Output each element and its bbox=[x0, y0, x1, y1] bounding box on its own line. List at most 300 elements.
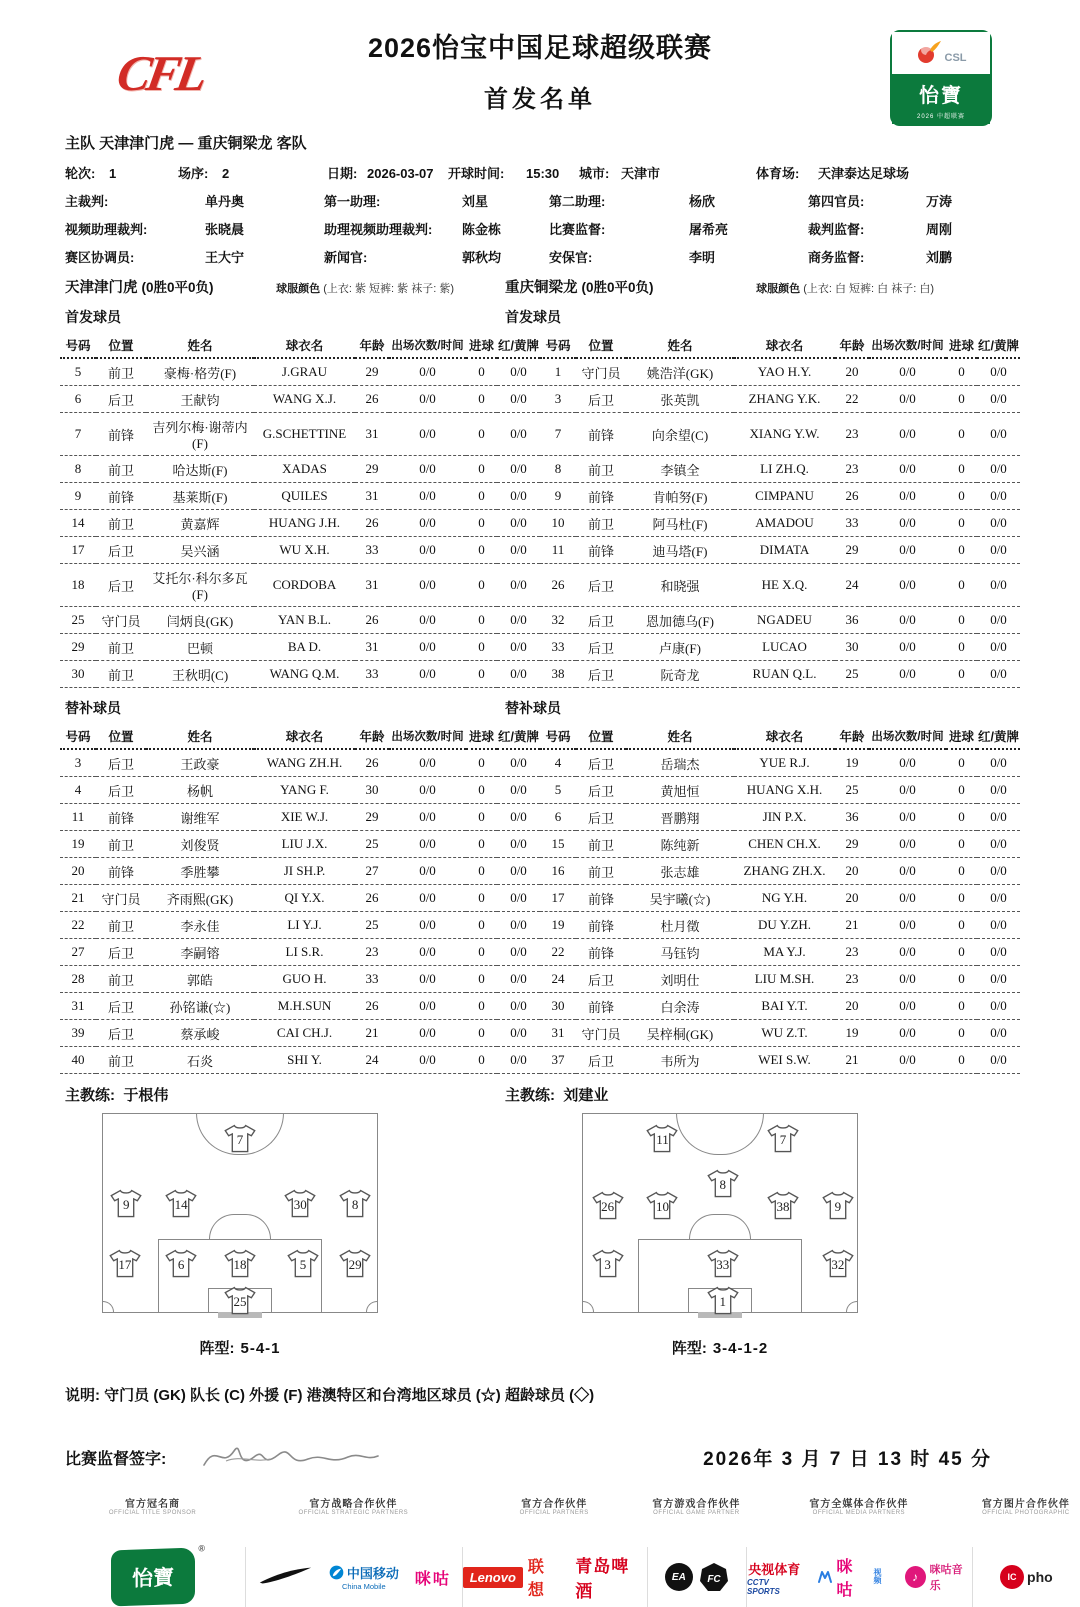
cell-pos: 前卫 bbox=[107, 918, 134, 934]
cell-cards: 0/0 bbox=[990, 666, 1007, 681]
cell-pos: 后卫 bbox=[587, 578, 614, 594]
cell-goals: 0 bbox=[958, 461, 965, 476]
cell-goals: 0 bbox=[958, 836, 965, 851]
cell-cards: 0/0 bbox=[990, 542, 1007, 557]
cell-jersey: YANG F. bbox=[280, 782, 329, 797]
away-team-record: (0胜0平0负) bbox=[581, 280, 654, 295]
info-value: 万涛 bbox=[926, 194, 953, 209]
cell-cards: 0/0 bbox=[510, 782, 527, 797]
player-shirt: 3 bbox=[591, 1248, 625, 1278]
cell-pos: 后卫 bbox=[107, 578, 134, 594]
cell-cards: 0/0 bbox=[510, 836, 527, 851]
cell-age: 21 bbox=[365, 1025, 379, 1040]
cell-pos: 后卫 bbox=[587, 392, 614, 408]
sponsor-strip bbox=[0, 1495, 1080, 1607]
cell-jersey: GUO H. bbox=[282, 971, 327, 986]
info-label: 第一助理: bbox=[324, 194, 381, 209]
cell-cards: 0/0 bbox=[990, 577, 1007, 592]
info-label: 裁判监督: bbox=[808, 222, 865, 237]
cell-age: 29 bbox=[365, 809, 379, 824]
cell-age: 29 bbox=[845, 836, 859, 851]
info-label: 日期: bbox=[327, 166, 358, 181]
cell-apps: 0/0 bbox=[899, 426, 916, 441]
cell-name: 艾托尔·科尔多瓦(F) bbox=[152, 570, 248, 602]
player-row bbox=[60, 634, 1020, 661]
cell-num: 7 bbox=[74, 426, 82, 441]
player-row bbox=[60, 1047, 1020, 1074]
info-value: 陈金栋 bbox=[462, 222, 502, 237]
cell-age: 31 bbox=[365, 577, 379, 592]
cell-goals: 0 bbox=[478, 944, 485, 959]
cell-num: 30 bbox=[551, 998, 565, 1013]
cell-goals: 0 bbox=[958, 639, 965, 654]
cell-num: 17 bbox=[551, 890, 565, 905]
info-label: 场序: bbox=[178, 166, 209, 181]
cell-num: 29 bbox=[71, 639, 85, 654]
cell-jersey: XADAS bbox=[282, 461, 327, 476]
cell-jersey: LI Y.J. bbox=[287, 917, 322, 932]
cell-age: 33 bbox=[365, 542, 379, 557]
cell-apps: 0/0 bbox=[419, 542, 436, 557]
cell-apps: 0/0 bbox=[419, 364, 436, 379]
cell-age: 24 bbox=[365, 1052, 379, 1067]
cell-cards: 0/0 bbox=[510, 755, 527, 770]
cell-age: 23 bbox=[845, 461, 859, 476]
cell-name: 迪马塔(F) bbox=[652, 543, 708, 559]
cell-cards: 0/0 bbox=[990, 782, 1007, 797]
starters-header-row: 号码 位置 姓名 球衣名 年龄 出场次数/时间 进球 红/黄牌 号码 位置 姓名 球衣名 年龄 出场次数/时间 进球 红/黄牌 bbox=[60, 333, 1020, 358]
cell-age: 31 bbox=[365, 426, 379, 441]
cell-apps: 0/0 bbox=[899, 917, 916, 932]
cell-cards: 0/0 bbox=[510, 577, 527, 592]
cell-age: 33 bbox=[365, 971, 379, 986]
cell-goals: 0 bbox=[958, 391, 965, 406]
cell-goals: 0 bbox=[958, 364, 965, 379]
cell-num: 4 bbox=[554, 755, 562, 770]
sponsor-label-partners: 官方合作伙伴 OFFICIAL PARTNERS bbox=[519, 1499, 589, 1516]
sponsor-label-game: 官方游戏合作伙伴 OFFICIAL GAME PARTNER bbox=[652, 1499, 741, 1516]
info-value: 杨欣 bbox=[689, 194, 716, 209]
cell-age: 27 bbox=[365, 863, 379, 878]
cell-cards: 0/0 bbox=[990, 836, 1007, 851]
player-row bbox=[60, 537, 1020, 564]
cell-num: 15 bbox=[551, 836, 565, 851]
info-pair bbox=[65, 247, 324, 266]
home-team-name: 天津津门虎 bbox=[65, 280, 138, 296]
cell-age: 19 bbox=[845, 755, 859, 770]
cell-cards: 0/0 bbox=[510, 391, 527, 406]
cell-pos: 前锋 bbox=[107, 864, 134, 880]
cell-pos: 前锋 bbox=[107, 489, 134, 505]
cell-apps: 0/0 bbox=[419, 666, 436, 681]
info-label: 赛区协调员: bbox=[65, 250, 135, 265]
cell-age: 24 bbox=[845, 577, 859, 592]
cell-age: 30 bbox=[845, 639, 859, 654]
cell-num: 19 bbox=[551, 917, 565, 932]
cell-apps: 0/0 bbox=[899, 612, 916, 627]
cell-name: 蔡承峻 bbox=[180, 1026, 220, 1042]
cell-jersey: RUAN Q.L. bbox=[752, 666, 817, 681]
cell-name: 岳瑞杰 bbox=[660, 756, 700, 772]
cell-name: 杜月徵 bbox=[660, 918, 700, 934]
info-label: 主裁判: bbox=[65, 194, 109, 209]
player-row bbox=[60, 607, 1020, 634]
cell-num: 22 bbox=[551, 944, 565, 959]
cell-jersey: LIU J.X. bbox=[281, 836, 328, 851]
player-row bbox=[60, 483, 1020, 510]
info-pair bbox=[808, 247, 952, 266]
cell-num: 32 bbox=[551, 612, 565, 627]
cell-age: 33 bbox=[365, 666, 379, 681]
cell-num: 37 bbox=[551, 1052, 565, 1067]
info-label: 第二助理: bbox=[549, 194, 606, 209]
cell-num: 6 bbox=[554, 809, 562, 824]
cell-goals: 0 bbox=[958, 755, 965, 770]
cell-goals: 0 bbox=[958, 577, 965, 592]
player-row bbox=[60, 358, 1020, 386]
cell-name: 李镇全 bbox=[660, 462, 700, 478]
cell-pos: 前卫 bbox=[107, 365, 134, 381]
player-shirt: 38 bbox=[766, 1190, 800, 1220]
cell-jersey: YAN B.L. bbox=[277, 612, 332, 627]
cell-apps: 0/0 bbox=[899, 809, 916, 824]
player-shirt: 6 bbox=[164, 1248, 198, 1278]
cell-apps: 0/0 bbox=[419, 917, 436, 932]
info-pair bbox=[324, 247, 549, 266]
cell-age: 26 bbox=[365, 890, 379, 905]
cell-num: 11 bbox=[71, 809, 85, 824]
cell-num: 16 bbox=[551, 863, 565, 878]
player-row bbox=[60, 564, 1020, 607]
csl-league-badge bbox=[890, 30, 992, 126]
cell-num: 21 bbox=[71, 890, 85, 905]
cell-cards: 0/0 bbox=[510, 364, 527, 379]
cell-goals: 0 bbox=[478, 488, 485, 503]
player-shirt: 7 bbox=[766, 1123, 800, 1153]
cell-cards: 0/0 bbox=[510, 971, 527, 986]
cell-apps: 0/0 bbox=[419, 1052, 436, 1067]
cell-apps: 0/0 bbox=[419, 461, 436, 476]
cell-num: 7 bbox=[554, 426, 562, 441]
home-team-header bbox=[0, 276, 480, 297]
player-shirt: 8 bbox=[338, 1188, 372, 1218]
cell-cards: 0/0 bbox=[510, 426, 527, 441]
cell-num: 19 bbox=[71, 836, 85, 851]
cctv-sports-logo: 央视体育 CCTV SPORTS bbox=[747, 1561, 801, 1596]
officials-row-1 bbox=[0, 191, 1080, 210]
cell-jersey: CIMPANU bbox=[755, 488, 814, 503]
info-pair bbox=[324, 219, 549, 238]
cell-num: 31 bbox=[71, 998, 85, 1013]
cell-goals: 0 bbox=[958, 612, 965, 627]
player-shirt: 8 bbox=[706, 1168, 740, 1198]
cell-age: 30 bbox=[365, 782, 379, 797]
cell-name: 吴兴涵 bbox=[180, 543, 220, 559]
cell-pos: 后卫 bbox=[107, 999, 134, 1015]
info-value: 刘鹏 bbox=[926, 250, 953, 265]
cell-apps: 0/0 bbox=[419, 836, 436, 851]
player-shirt: 32 bbox=[821, 1248, 855, 1278]
away-subs-label: 替补球员 bbox=[505, 700, 561, 716]
cell-jersey: DU Y.ZH. bbox=[757, 917, 812, 932]
cell-apps: 0/0 bbox=[899, 639, 916, 654]
cell-cards: 0/0 bbox=[990, 917, 1007, 932]
cell-apps: 0/0 bbox=[419, 515, 436, 530]
player-row bbox=[60, 939, 1020, 966]
starters-section-labels bbox=[0, 307, 1080, 327]
cell-pos: 前卫 bbox=[107, 462, 134, 478]
cell-age: 20 bbox=[845, 863, 859, 878]
cell-name: 季胜攀 bbox=[180, 864, 220, 880]
info-value: 2 bbox=[222, 166, 230, 181]
cell-jersey: LI S.R. bbox=[285, 944, 324, 959]
cell-age: 23 bbox=[845, 971, 859, 986]
player-shirt: 14 bbox=[164, 1188, 198, 1218]
cell-pos: 后卫 bbox=[107, 392, 134, 408]
cell-cards: 0/0 bbox=[510, 461, 527, 476]
info-pair bbox=[448, 163, 579, 182]
player-row bbox=[60, 831, 1020, 858]
csl-brand-text: 怡寶 bbox=[919, 84, 963, 107]
player-shirt: 9 bbox=[109, 1188, 143, 1218]
player-row bbox=[60, 749, 1020, 777]
info-pair bbox=[579, 163, 756, 182]
cell-pos: 前锋 bbox=[587, 918, 614, 934]
csl-flame-ball-icon bbox=[916, 40, 942, 66]
cell-pos: 后卫 bbox=[587, 667, 614, 683]
cell-goals: 0 bbox=[478, 542, 485, 557]
player-shirt: 1 bbox=[706, 1285, 740, 1315]
home-formation bbox=[0, 1113, 480, 1358]
cell-apps: 0/0 bbox=[899, 461, 916, 476]
cell-apps: 0/0 bbox=[419, 890, 436, 905]
cell-apps: 0/0 bbox=[419, 391, 436, 406]
player-shirt: 5 bbox=[286, 1248, 320, 1278]
legend-note: 说明: 守门员 (GK) 队长 (C) 外援 (F) 港澳特区和台湾地区球员 (☆) 超龄球员 (◇) bbox=[65, 1387, 595, 1404]
info-label: 安保官: bbox=[549, 250, 593, 265]
csl-badge-bottom bbox=[892, 74, 990, 124]
info-pair bbox=[808, 191, 952, 210]
player-row bbox=[60, 804, 1020, 831]
away-formation bbox=[480, 1113, 960, 1358]
cell-apps: 0/0 bbox=[899, 1025, 916, 1040]
sponsor-logos-row bbox=[60, 1525, 1080, 1607]
info-value: 张晓晨 bbox=[205, 222, 245, 237]
cell-num: 10 bbox=[551, 515, 565, 530]
cell-jersey: JI SH.P. bbox=[283, 863, 326, 878]
cell-name: 黄嘉辉 bbox=[180, 516, 220, 532]
cell-apps: 0/0 bbox=[899, 755, 916, 770]
info-pair bbox=[549, 247, 808, 266]
player-shirt: 25 bbox=[223, 1285, 257, 1315]
cell-num: 30 bbox=[71, 666, 85, 681]
cell-jersey: NGADEU bbox=[757, 612, 812, 627]
info-value: 2026-03-07 bbox=[367, 166, 434, 181]
cell-cards: 0/0 bbox=[990, 890, 1007, 905]
cell-apps: 0/0 bbox=[419, 863, 436, 878]
cell-goals: 0 bbox=[958, 971, 965, 986]
cell-goals: 0 bbox=[958, 998, 965, 1013]
cell-pos: 后卫 bbox=[587, 756, 614, 772]
pitch-corner-right bbox=[366, 1301, 377, 1312]
cell-goals: 0 bbox=[478, 639, 485, 654]
cell-num: 22 bbox=[71, 917, 85, 932]
cell-goals: 0 bbox=[478, 461, 485, 476]
cell-age: 21 bbox=[845, 1052, 859, 1067]
cell-pos: 后卫 bbox=[107, 945, 134, 961]
cell-goals: 0 bbox=[958, 515, 965, 530]
cell-age: 26 bbox=[365, 998, 379, 1013]
cell-name: 晋鹏翔 bbox=[660, 810, 700, 826]
player-shirt: 7 bbox=[223, 1123, 257, 1153]
info-pair bbox=[808, 219, 952, 238]
signature-label: 比赛监督签字: bbox=[65, 1450, 167, 1468]
cell-cards: 0/0 bbox=[990, 809, 1007, 824]
cell-jersey: JIN P.X. bbox=[762, 809, 807, 824]
cell-age: 23 bbox=[845, 426, 859, 441]
cell-name: 基莱斯(F) bbox=[172, 489, 228, 505]
cell-num: 6 bbox=[74, 391, 82, 406]
player-row bbox=[60, 413, 1020, 456]
tsingtao-beer-logo: 青岛啤酒 bbox=[575, 1557, 630, 1601]
cell-goals: 0 bbox=[478, 1052, 485, 1067]
subs-table bbox=[60, 724, 1020, 1074]
pitch-corner-left bbox=[583, 1301, 594, 1312]
cell-apps: 0/0 bbox=[419, 998, 436, 1013]
cell-age: 21 bbox=[845, 917, 859, 932]
cell-pos: 后卫 bbox=[107, 1026, 134, 1042]
csl-small-text: 2026 中超联赛 bbox=[916, 113, 965, 120]
cell-num: 39 bbox=[71, 1025, 85, 1040]
cell-jersey: WU X.H. bbox=[279, 542, 330, 557]
cell-goals: 0 bbox=[478, 612, 485, 627]
info-pair bbox=[756, 163, 909, 182]
info-label: 商务监督: bbox=[808, 250, 865, 265]
cell-cards: 0/0 bbox=[990, 461, 1007, 476]
info-pair bbox=[549, 191, 808, 210]
game-partner-logos bbox=[647, 1547, 746, 1607]
ea-sports-fc-logo: EA FC bbox=[665, 1562, 729, 1592]
cell-pos: 前锋 bbox=[587, 999, 614, 1015]
info-pair bbox=[65, 163, 178, 182]
away-starters-label: 首发球员 bbox=[505, 309, 561, 325]
home-kit-colors: 球服颜色 (上衣: 紫 短裤: 紫 袜子: 紫) bbox=[276, 283, 454, 295]
cell-jersey: CAI CH.J. bbox=[276, 1025, 333, 1040]
cell-pos: 前锋 bbox=[107, 427, 134, 443]
cell-num: 31 bbox=[551, 1025, 565, 1040]
cfl-logo: CFL bbox=[113, 45, 209, 101]
cell-goals: 0 bbox=[478, 782, 485, 797]
cell-age: 36 bbox=[845, 809, 859, 824]
cell-name: 吴宇曦(☆) bbox=[649, 891, 711, 907]
cell-pos: 后卫 bbox=[107, 783, 134, 799]
cell-age: 20 bbox=[845, 998, 859, 1013]
cell-age: 33 bbox=[845, 515, 859, 530]
cell-apps: 0/0 bbox=[899, 1052, 916, 1067]
cell-pos: 后卫 bbox=[107, 543, 134, 559]
subs-section-labels bbox=[0, 698, 1080, 718]
lenovo-logo: Lenovo 联想 bbox=[463, 1554, 560, 1600]
cell-apps: 0/0 bbox=[419, 944, 436, 959]
cell-apps: 0/0 bbox=[899, 863, 916, 878]
cell-pos: 前卫 bbox=[107, 667, 134, 683]
home-pitch-diagram bbox=[102, 1113, 378, 1313]
info-value: 天津泰达足球场 bbox=[818, 166, 910, 181]
cell-name: 阮奇龙 bbox=[660, 667, 700, 683]
cell-jersey: CHEN CH.X. bbox=[748, 836, 821, 851]
cell-goals: 0 bbox=[958, 542, 965, 557]
cell-jersey: ZHANG ZH.X. bbox=[743, 863, 826, 878]
player-row bbox=[60, 858, 1020, 885]
player-row bbox=[60, 777, 1020, 804]
cell-jersey: YAO H.Y. bbox=[757, 364, 812, 379]
cell-jersey: WU Z.T. bbox=[761, 1025, 808, 1040]
cell-cards: 0/0 bbox=[510, 612, 527, 627]
cell-name: 陈纯新 bbox=[660, 837, 700, 853]
migu-video-icon bbox=[817, 1570, 833, 1584]
cell-cards: 0/0 bbox=[990, 944, 1007, 959]
cell-goals: 0 bbox=[958, 917, 965, 932]
cell-apps: 0/0 bbox=[899, 971, 916, 986]
cell-apps: 0/0 bbox=[899, 998, 916, 1013]
info-pair bbox=[65, 191, 324, 210]
cell-jersey: AMADOU bbox=[755, 515, 814, 530]
cell-name: 黄旭恒 bbox=[660, 783, 700, 799]
cell-name: 马钰钧 bbox=[660, 945, 700, 961]
info-label: 城市: bbox=[579, 166, 610, 181]
cell-jersey: ZHANG Y.K. bbox=[748, 391, 821, 406]
cell-age: 29 bbox=[365, 461, 379, 476]
cell-pos: 后卫 bbox=[587, 810, 614, 826]
cell-age: 19 bbox=[845, 1025, 859, 1040]
cell-jersey: XIE W.J. bbox=[280, 809, 329, 824]
cell-goals: 0 bbox=[958, 1052, 965, 1067]
ea-fc-shield-icon bbox=[699, 1562, 729, 1592]
china-mobile-icon bbox=[329, 1565, 344, 1580]
cell-name: 齐雨熙(GK) bbox=[166, 891, 234, 907]
cell-name: 向余望(C) bbox=[651, 427, 709, 443]
cell-age: 26 bbox=[845, 488, 859, 503]
cell-num: 28 bbox=[71, 971, 85, 986]
cell-jersey: WANG Q.M. bbox=[269, 666, 340, 681]
cell-jersey: DIMATA bbox=[759, 542, 810, 557]
strategic-partner-logos bbox=[245, 1547, 462, 1607]
supervisor-signature bbox=[196, 1435, 386, 1479]
cell-pos: 后卫 bbox=[587, 613, 614, 629]
info-label: 第四官员: bbox=[808, 194, 865, 209]
player-row bbox=[60, 456, 1020, 483]
match-datetime: 2026年 3 月 7 日 13 时 45 分 bbox=[703, 1448, 992, 1470]
cell-jersey: J.GRAU bbox=[281, 364, 328, 379]
cell-pos: 前卫 bbox=[107, 640, 134, 656]
cell-goals: 0 bbox=[478, 836, 485, 851]
cell-cards: 0/0 bbox=[510, 809, 527, 824]
cell-age: 26 bbox=[365, 755, 379, 770]
cell-apps: 0/0 bbox=[899, 577, 916, 592]
cell-jersey: WANG ZH.H. bbox=[266, 755, 343, 770]
home-team-record: (0胜0平0负) bbox=[141, 280, 214, 295]
cell-num: 4 bbox=[74, 782, 82, 797]
cell-cards: 0/0 bbox=[990, 971, 1007, 986]
info-value: 1 bbox=[109, 166, 117, 181]
away-kit-colors: 球服颜色 (上衣: 白 短裤: 白 袜子: 白) bbox=[756, 283, 934, 295]
cell-apps: 0/0 bbox=[899, 542, 916, 557]
cell-name: 哈达斯(F) bbox=[172, 462, 228, 478]
cell-num: 1 bbox=[554, 364, 562, 379]
cell-apps: 0/0 bbox=[899, 836, 916, 851]
info-label: 比赛监督: bbox=[549, 222, 606, 237]
cell-num: 3 bbox=[74, 755, 82, 770]
